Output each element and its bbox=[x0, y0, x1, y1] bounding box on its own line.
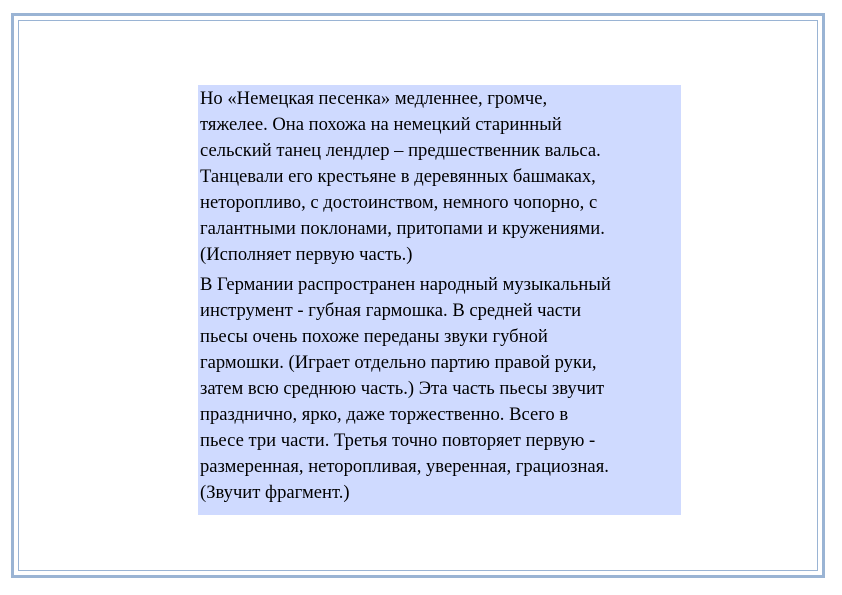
paragraph-landler: Но «Немецкая песенка» медленнее, громче, тяжелее. Она похожа на немецкий старинный сельский танец лендлер – предшественник вальса. Танцевали его крестьяне в деревянных башмаках, неторопливо, с достоинством, немного чопорно, с галантными поклонами, притопами и кружениями. (Исполняет первую часть.) bbox=[200, 88, 605, 265]
text-box bbox=[198, 85, 681, 515]
paragraph-harmonica: В Германии распространен народный музыкальный инструмент - губная гармошка. В средней части пьесы очень похоже переданы звуки губной гармошки. (Играет отдельно партию правой руки, затем всю среднюю часть.) Эта часть пьесы звучит празднично, ярко, даже торжественно. Всего в пьесе три части. Третья точно повторяет первую - размеренная, неторопливая, уверенная, грациозная. (Звучит фрагмент.) bbox=[200, 274, 611, 503]
